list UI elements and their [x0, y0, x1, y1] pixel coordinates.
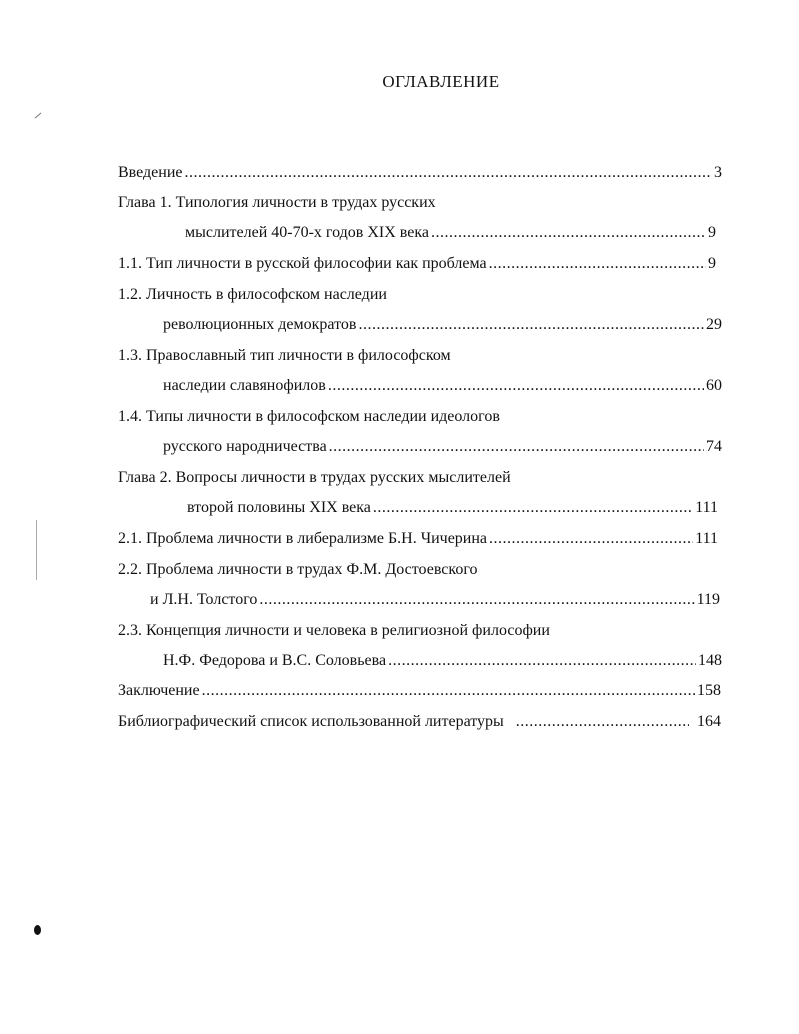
toc-entry-chapter-2[interactable]	[187, 499, 718, 523]
dot-leader	[373, 499, 693, 517]
dot-leader	[516, 713, 689, 731]
toc-page-number: 9	[708, 224, 716, 241]
toc-page-number: 3	[714, 164, 722, 181]
toc-entry-label: 2.3. Концепция личности и человека в религиозной философии	[118, 622, 550, 639]
toc-entry-label: 1.3. Православный тип личности в философском	[118, 347, 451, 364]
toc-entry-label: Глава 1. Типология личности в трудах русских	[118, 194, 436, 211]
toc-entry-chapter-2-title[interactable]	[118, 469, 511, 493]
toc-page-number: 60	[706, 377, 722, 394]
toc-entry-conclusion[interactable]	[118, 682, 721, 706]
toc-entry-label: 2.1. Проблема личности в либерализме Б.Н. Чичерина	[118, 530, 488, 547]
toc-page-number: 74	[706, 438, 722, 455]
dot-leader	[489, 530, 693, 548]
toc-entry-section-1-1[interactable]	[118, 255, 716, 279]
dot-leader	[185, 164, 713, 182]
toc-entry-section-2-3[interactable]	[163, 652, 722, 676]
toc-entry-bibliography[interactable]	[118, 713, 721, 737]
toc-entry-label: и Л.Н. Толстого	[150, 591, 258, 608]
toc-page-number: 29	[706, 316, 722, 333]
toc-entry-label: 1.1. Тип личности в русской философии как проблема	[118, 255, 487, 272]
toc-entry-section-2-2-title[interactable]	[118, 561, 478, 585]
toc-entry-chapter-1[interactable]	[185, 224, 716, 248]
dot-leader	[329, 438, 704, 456]
toc-entry-label: Библиографический список использованной литературы	[118, 713, 504, 730]
toc-page-number: 9	[708, 255, 716, 272]
toc-entry-label: Введение	[118, 164, 183, 181]
toc-entry-label: наследии славянофилов	[163, 377, 326, 394]
dot-leader	[202, 682, 695, 700]
toc-page-number: 164	[697, 713, 721, 730]
dot-leader	[358, 316, 704, 334]
toc-entry-section-2-2[interactable]	[150, 591, 720, 615]
toc-entry-label: Заключение	[118, 682, 200, 699]
toc-entry-intro[interactable]	[118, 164, 722, 188]
toc-entry-label: 1.4. Типы личности в философском наследии идеологов	[118, 408, 500, 425]
toc-entry-label: революционных демократов	[163, 316, 357, 333]
toc-page-number: 148	[698, 652, 722, 669]
toc-entry-section-1-3-title[interactable]	[118, 347, 451, 371]
page-title: ОГЛАВЛЕНИЕ	[382, 72, 500, 91]
toc-entry-label: второй половины XIX века	[187, 499, 371, 516]
dot-leader	[259, 591, 694, 609]
toc-entry-label: русского народничества	[163, 438, 327, 455]
scan-artifact	[35, 113, 42, 119]
scan-artifact	[36, 520, 37, 580]
toc-page-number: 111	[695, 530, 718, 547]
dot-leader	[431, 224, 706, 242]
toc-entry-chapter-1-title[interactable]	[118, 194, 436, 218]
toc-entry-section-1-2-title[interactable]	[118, 286, 387, 310]
toc-entry-label: 1.2. Личность в философском наследии	[118, 286, 387, 303]
dot-leader	[388, 652, 696, 670]
toc-entry-section-1-3[interactable]	[163, 377, 722, 401]
toc-page-number: 111	[695, 499, 718, 516]
toc-entry-section-1-2[interactable]	[163, 316, 722, 340]
toc-entry-label: Глава 2. Вопросы личности в трудах русских мыслителей	[118, 469, 511, 486]
toc-page-number: 158	[697, 682, 721, 699]
toc-page-number: 119	[696, 591, 720, 608]
dot-leader	[489, 255, 706, 273]
scan-artifact	[34, 925, 41, 935]
toc-entry-section-2-3-title[interactable]	[118, 622, 550, 646]
toc-entry-section-2-1[interactable]	[118, 530, 718, 554]
dot-leader	[328, 377, 704, 395]
toc-entry-section-1-4[interactable]	[163, 438, 722, 462]
toc-entry-section-1-4-title[interactable]	[118, 408, 500, 432]
toc-entry-label: Н.Ф. Федорова и В.С. Соловьева	[163, 652, 387, 669]
toc-entry-label: 2.2. Проблема личности в трудах Ф.М. Достоевского	[118, 561, 478, 578]
toc-entry-label: мыслителей 40-70-х годов XIX века	[185, 224, 429, 241]
